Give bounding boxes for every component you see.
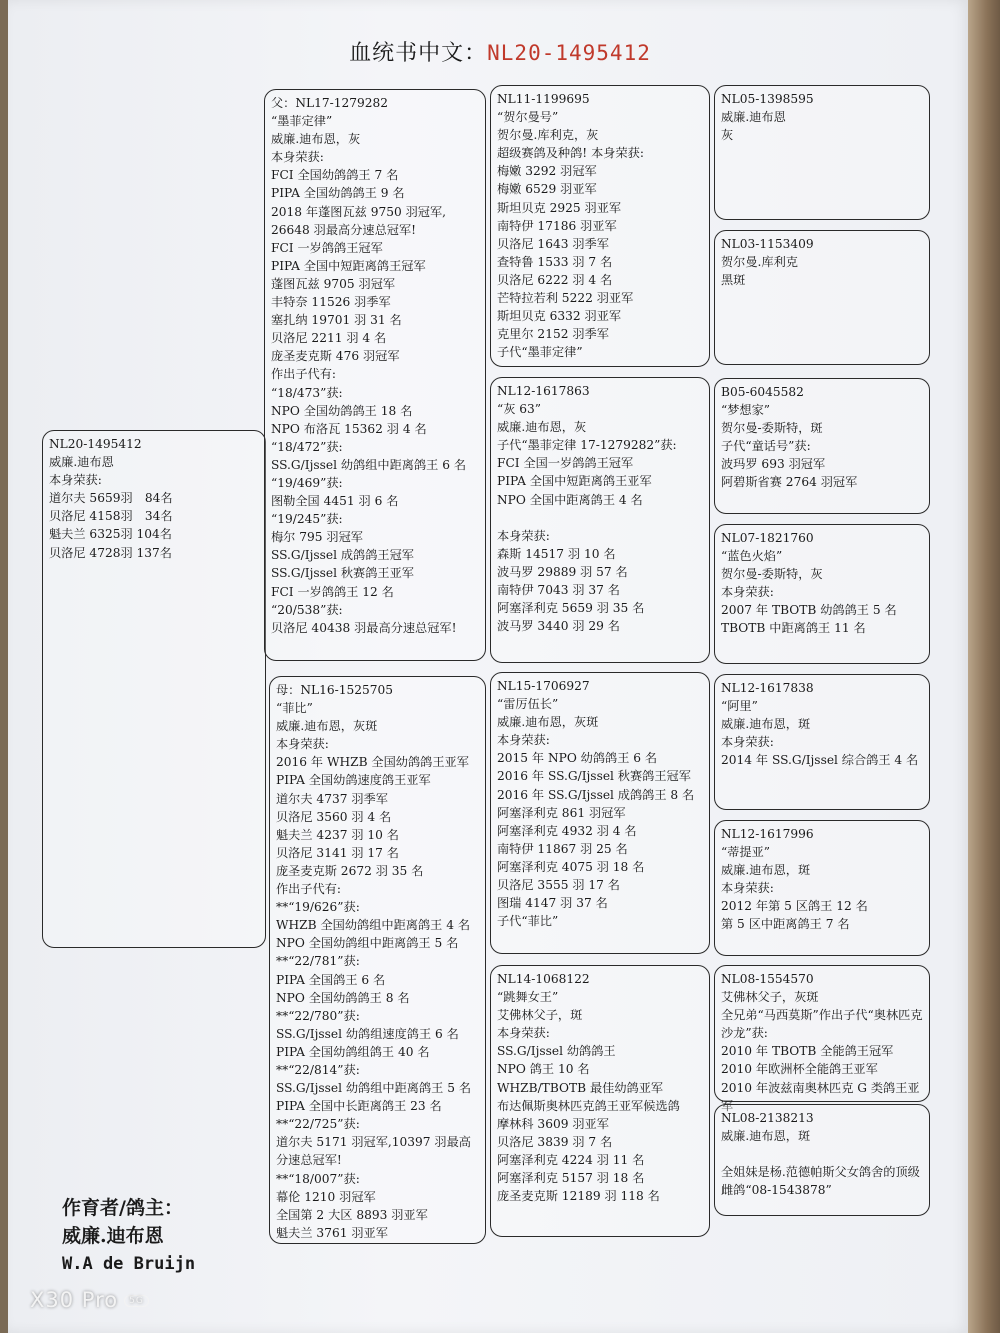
sire-line: 贝洛尼 2211 羽 4 名 [271, 331, 387, 346]
sds-line: 子代“童话号”获: [721, 439, 811, 454]
dam-line: 本身荣获: [276, 737, 329, 752]
ss-line: 克里尔 2152 羽季军 [497, 327, 609, 342]
dam-line: 威廉.迪布恩，灰斑 [276, 719, 378, 734]
sd-line: FCI 全国一岁鸽鸽王冠军 [497, 456, 634, 471]
sd-line [497, 509, 703, 527]
dam-line: PIPA 全国中长距离鸽王 23 名 [276, 1099, 442, 1114]
ss-line: NL11-1199695 [497, 92, 590, 106]
title-ring-number: NL20-1495412 [487, 41, 651, 65]
sdd-line: NL07-1821760 [721, 531, 814, 545]
ds-line: 阿塞泽利克 4932 羽 4 名 [497, 823, 637, 838]
sss-box [714, 85, 930, 220]
page-title [0, 36, 1000, 67]
sire-dam-box [490, 377, 710, 663]
dd-line: 本身荣获: [497, 1026, 550, 1041]
ss-line: 梅嫩 6529 羽亚军 [497, 182, 597, 197]
dam-line: **“22/781”获: [276, 954, 360, 969]
ds-line: 阿塞泽利克 4075 羽 18 名 [497, 859, 645, 874]
sire-line: 庞圣麦克斯 476 羽冠军 [271, 349, 400, 364]
sds-line: “梦想家” [721, 403, 771, 418]
dds-line: NL08-1554570 [721, 972, 814, 986]
dsd-box [714, 820, 930, 956]
dsd-line: 2012 年第 5 区鸽王 12 名 [721, 899, 868, 914]
ss-line: 贺尔曼.库利克，灰 [497, 128, 599, 143]
dam-line: 庞圣麦克斯 2672 羽 35 名 [276, 863, 424, 878]
sd-line: 南特伊 7043 羽 37 名 [497, 583, 620, 598]
ddd-line [721, 1145, 923, 1163]
dss-line: 威廉.迪布恩，斑 [721, 717, 811, 732]
dam-line: **“22/814”获: [276, 1062, 360, 1077]
sd-line: 子代“墨菲定律 17-1279282”获: [497, 438, 677, 453]
sire-box [264, 89, 486, 661]
dam-sire-box [490, 672, 710, 954]
ss-line: 芒特拉若利 5222 羽亚军 [497, 291, 634, 306]
watermark-text: X30 Pro [30, 1288, 119, 1312]
dd-line: WHZB/TBOTB 最佳幼鸽亚军 [497, 1080, 664, 1095]
dam-dam-box [490, 965, 710, 1237]
ddd-line: 全姐妹是杨.范德帕斯父女鸽舍的顶级雌鸽“08-1543878” [721, 1165, 920, 1198]
ss-line: 超级赛鸽及种鸽! 本身荣获: [497, 146, 644, 161]
ddd-box [714, 1104, 930, 1216]
sire-line: “18/472”获: [271, 439, 343, 454]
dam-line: “菲比” [276, 701, 313, 716]
sire-line: 父：NL17-1279282 [271, 96, 389, 110]
dds-line: 2010 年欧洲杯全能鸽王亚军 [721, 1062, 878, 1077]
dd-line: 贝洛尼 3839 羽 7 名 [497, 1134, 613, 1149]
breeder-info [62, 1194, 195, 1278]
ss-line: 贝洛尼 6222 羽 4 名 [497, 272, 613, 287]
sds-box [714, 378, 930, 514]
pigeon-line: 道尔夫 5659羽 84名 [49, 491, 173, 506]
dam-line: **“19/626”获: [276, 900, 360, 915]
dd-line: “跳舞女王” [497, 990, 559, 1005]
ds-line: 南特伊 11867 羽 25 名 [497, 841, 628, 856]
ds-line: 2016 年 SS.G/Ijssel 秋赛鸽王冠军 [497, 769, 691, 784]
dam-line: 2016 年 WHZB 全国幼鸽鸽王亚军 [276, 755, 469, 770]
dd-line: SS.G/Ijssel 幼鸽鸽王 [497, 1044, 616, 1059]
dds-line: 2010 年 TBOTB 全能鸽王冠军 [721, 1044, 894, 1059]
sire-line: PIPA 全国中短距离鸽王冠军 [271, 258, 426, 273]
sds-line: 波玛罗 693 羽冠军 [721, 457, 826, 472]
sd-line: 阿塞泽利克 5659 羽 35 名 [497, 601, 645, 616]
dsd-line: NL12-1617996 [721, 827, 814, 841]
dam-line: SS.G/Ijssel 幼鸽组中距离鸽王 5 名 [276, 1081, 472, 1096]
sire-line: “墨菲定律” [271, 114, 333, 129]
dss-box [714, 674, 930, 810]
ds-line: 2015 年 NPO 幼鸽鸽王 6 名 [497, 751, 658, 766]
dam-line: 全国第 2 大区 8893 羽亚军 [276, 1207, 428, 1222]
pigeon-box [42, 430, 266, 948]
breeder-name-en: W.A de Bruijn [62, 1254, 196, 1274]
sd-line: PIPA 全国中短距离鸽王亚军 [497, 474, 652, 489]
ddd-line: NL08-2138213 [721, 1111, 814, 1125]
sdd-line: 贺尔曼-委斯特，灰 [721, 567, 823, 582]
ss-line: 斯坦贝克 6332 羽亚军 [497, 309, 622, 324]
pigeon-line: 贝洛尼 4728羽 137名 [49, 545, 172, 560]
sire-line: “20/538”获: [271, 602, 343, 617]
camera-watermark [30, 1288, 149, 1312]
dam-line: 幕伦 1210 羽冠军 [276, 1189, 376, 1204]
dsd-line: “蒂提亚” [721, 845, 771, 860]
dam-line: 道尔夫 5171 羽冠军,10397 羽最高分速总冠军! [276, 1135, 471, 1168]
ssd-line: 黑斑 [721, 273, 746, 288]
sd-line: NPO 全国中距离鸽王 4 名 [497, 492, 643, 507]
sire-line: SS.G/Ijssel 秋赛鸽王亚军 [271, 566, 414, 581]
dam-line: PIPA 全国鸽王 6 名 [276, 972, 386, 987]
dd-line: 布达佩斯奥林匹克鸽王亚军候选鸽 [497, 1098, 680, 1113]
dsd-line: 本身荣获: [721, 881, 774, 896]
ds-line: 威廉.迪布恩，灰斑 [497, 715, 599, 730]
pigeon-line: 贝洛尼 4158羽 34名 [49, 509, 173, 524]
sire-line: “19/469”获: [271, 475, 343, 490]
dd-line: 阿塞泽利克 4224 羽 11 名 [497, 1152, 645, 1167]
sd-line: 威廉.迪布恩，灰 [497, 420, 587, 435]
dam-line: 作出子代有: [276, 882, 342, 897]
sss-line: 威廉.迪布恩 [721, 110, 786, 125]
sire-line: 26648 羽最高分速总冠军! [271, 222, 417, 237]
dss-line: 2014 年 SS.G/Ijssel 综合鸽王 4 名 [721, 753, 919, 768]
dds-line: 全兄弟“马西莫斯”作出子代“奥林匹克沙龙”获: [721, 1008, 923, 1041]
dds-box [714, 965, 930, 1113]
dss-line: 本身荣获: [721, 735, 774, 750]
dss-line: NL12-1617838 [721, 681, 814, 695]
ds-line: NL15-1706927 [497, 679, 590, 693]
dd-line: 艾佛林父子，斑 [497, 1008, 583, 1023]
dam-line: NPO 全国幼鸽组中距离鸽王 5 名 [276, 936, 459, 951]
ds-line: 图瑞 4147 羽 37 名 [497, 896, 608, 911]
dam-line: **“22/725”获: [276, 1117, 360, 1132]
sd-line: 森斯 14517 羽 10 名 [497, 546, 616, 561]
sire-line: FCI 全国幼鸽鸽王 7 名 [271, 168, 399, 183]
dam-line: PIPA 全国幼鸽组鸽王 40 名 [276, 1044, 430, 1059]
title-label: 血统书中文： [349, 41, 488, 66]
dam-line: **“18/007”获: [276, 1171, 360, 1186]
ssd-line: 贺尔曼.库利克 [721, 255, 798, 270]
sdd-line: 2007 年 TBOTB 幼鸽鸽王 5 名 [721, 603, 897, 618]
ds-line: “雷厉伍长” [497, 697, 559, 712]
sire-line: “19/245”获: [271, 512, 343, 527]
dam-line: 魁夫兰 3761 羽亚军 [276, 1225, 388, 1240]
dd-line: 庞圣麦克斯 12189 羽 118 名 [497, 1189, 660, 1204]
dds-line: 艾佛林父子，灰斑 [721, 990, 819, 1005]
breeder-name-cn: 威廉.迪布恩 [62, 1225, 164, 1247]
dam-line: NPO 全国幼鸽鸽王 8 名 [276, 990, 410, 1005]
breeder-label: 作育者/鸽主： [62, 1197, 183, 1219]
dam-line: PIPA 全国幼鸽速度鸽王亚军 [276, 773, 431, 788]
sire-line: 蓬图瓦兹 9705 羽冠军 [271, 276, 396, 291]
sire-line: NPO 全国幼鸽鸽王 18 名 [271, 403, 413, 418]
pigeon-line: NL20-1495412 [49, 437, 142, 451]
ssd-line: NL03-1153409 [721, 237, 814, 251]
sire-line: 本身荣获: [271, 150, 324, 165]
ss-line: 子代“墨菲定律” [497, 345, 583, 360]
sds-line: B05-6045582 [721, 385, 804, 399]
dam-line: **“22/780”获: [276, 1008, 360, 1023]
dss-line: “阿里” [721, 699, 758, 714]
ss-line: 查特鲁 1533 羽 7 名 [497, 254, 613, 269]
ds-line: 2016 年 SS.G/Ijssel 成鸽鸽王 8 名 [497, 787, 695, 802]
ssd-box [714, 230, 930, 365]
sd-line: NL12-1617863 [497, 384, 590, 398]
dam-line: 魁夫兰 4237 羽 10 名 [276, 827, 399, 842]
dam-line: 母：NL16-1525705 [276, 683, 394, 697]
sire-line: FCI 一岁鸽鸽王冠军 [271, 240, 383, 255]
dd-line: NL14-1068122 [497, 972, 590, 986]
sire-line: FCI 一岁鸽鸽王 12 名 [271, 584, 394, 599]
dam-line: WHZB 全国幼鸽组中距离鸽王 4 名 [276, 918, 471, 933]
ds-line: 贝洛尼 3555 羽 17 名 [497, 878, 620, 893]
sss-line: NL05-1398595 [721, 92, 814, 106]
ss-line: 斯坦贝克 2925 羽亚军 [497, 200, 622, 215]
ds-line: 阿塞泽利克 861 羽冠军 [497, 805, 626, 820]
dd-line: NPO 鸽王 10 名 [497, 1062, 590, 1077]
sire-line: 梅尔 795 羽冠军 [271, 530, 363, 545]
sire-line: “18/473”获: [271, 385, 343, 400]
ddd-line: 威廉.迪布恩，斑 [721, 1129, 811, 1144]
sire-line: PIPA 全国幼鸽鸽王 9 名 [271, 186, 405, 201]
watermark-badge: 5G [124, 1295, 149, 1307]
dds-line: 2010 年波兹南奥林匹克 G 类鸽王亚军 [721, 1080, 920, 1113]
sds-line: 阿碧斯省赛 2764 羽冠军 [721, 475, 858, 490]
sire-line: 2018 年蓬图瓦兹 9750 羽冠军, [271, 204, 447, 219]
dsd-line: 威廉.迪布恩，斑 [721, 863, 811, 878]
pigeon-line: 威廉.迪布恩 [49, 455, 114, 470]
dam-line: 贝洛尼 3141 羽 17 名 [276, 845, 399, 860]
dd-line: 摩林科 3609 羽亚军 [497, 1116, 609, 1131]
dd-line: 阿塞泽利克 5157 羽 18 名 [497, 1171, 645, 1186]
sdd-line: TBOTB 中距离鸽王 11 名 [721, 621, 866, 636]
sdd-box [714, 524, 930, 664]
ds-line: 子代“菲比” [497, 914, 559, 929]
pigeon-line: 本身荣获: [49, 473, 102, 488]
sire-line: SS.G/Ijssel 幼鸽组中距离鸽王 6 名 [271, 457, 467, 472]
sdd-line: 本身荣获: [721, 585, 774, 600]
sire-line: 塞扎纳 19701 羽 31 名 [271, 313, 402, 328]
ss-line: 南特伊 17186 羽亚军 [497, 218, 617, 233]
ss-line: “贺尔曼号” [497, 110, 559, 125]
sire-line: 贝洛尼 40438 羽最高分速总冠军! [271, 620, 457, 635]
dam-line: 贝洛尼 3560 羽 4 名 [276, 809, 392, 824]
sire-line: NPO 布洛瓦 15362 羽 4 名 [271, 421, 427, 436]
table-edge [968, 0, 1000, 1333]
dsd-line: 第 5 区中距离鸽王 7 名 [721, 917, 850, 932]
pigeon-line: 魁夫兰 6325羽 104名 [49, 527, 172, 542]
dam-box [269, 676, 486, 1244]
sss-line: 灰 [721, 128, 734, 143]
ds-line: 本身荣获: [497, 733, 550, 748]
sd-line: 本身荣获: [497, 528, 550, 543]
sire-line: 丰特奈 11526 羽季军 [271, 295, 391, 310]
dam-line: 道尔夫 4737 羽季军 [276, 791, 388, 806]
sd-line: 波马罗 3440 羽 29 名 [497, 619, 620, 634]
sdd-line: “蓝色火焰” [721, 549, 783, 564]
sire-line: SS.G/Ijssel 成鸽鸽王冠军 [271, 548, 414, 563]
ss-line: 梅嫩 3292 羽冠军 [497, 164, 597, 179]
sd-line: “灰 63” [497, 402, 542, 417]
ss-line: 贝洛尼 1643 羽季军 [497, 236, 609, 251]
sd-line: 波马罗 29889 羽 57 名 [497, 564, 628, 579]
sire-line: 威廉.迪布恩，灰 [271, 132, 361, 147]
sds-line: 贺尔曼-委斯特，斑 [721, 421, 823, 436]
sire-line: 作出子代有: [271, 367, 337, 382]
dam-line: SS.G/Ijssel 幼鸽组速度鸽王 6 名 [276, 1026, 459, 1041]
sire-sire-box [490, 85, 710, 367]
sire-line: 图勒全国 4451 羽 6 名 [271, 494, 399, 509]
